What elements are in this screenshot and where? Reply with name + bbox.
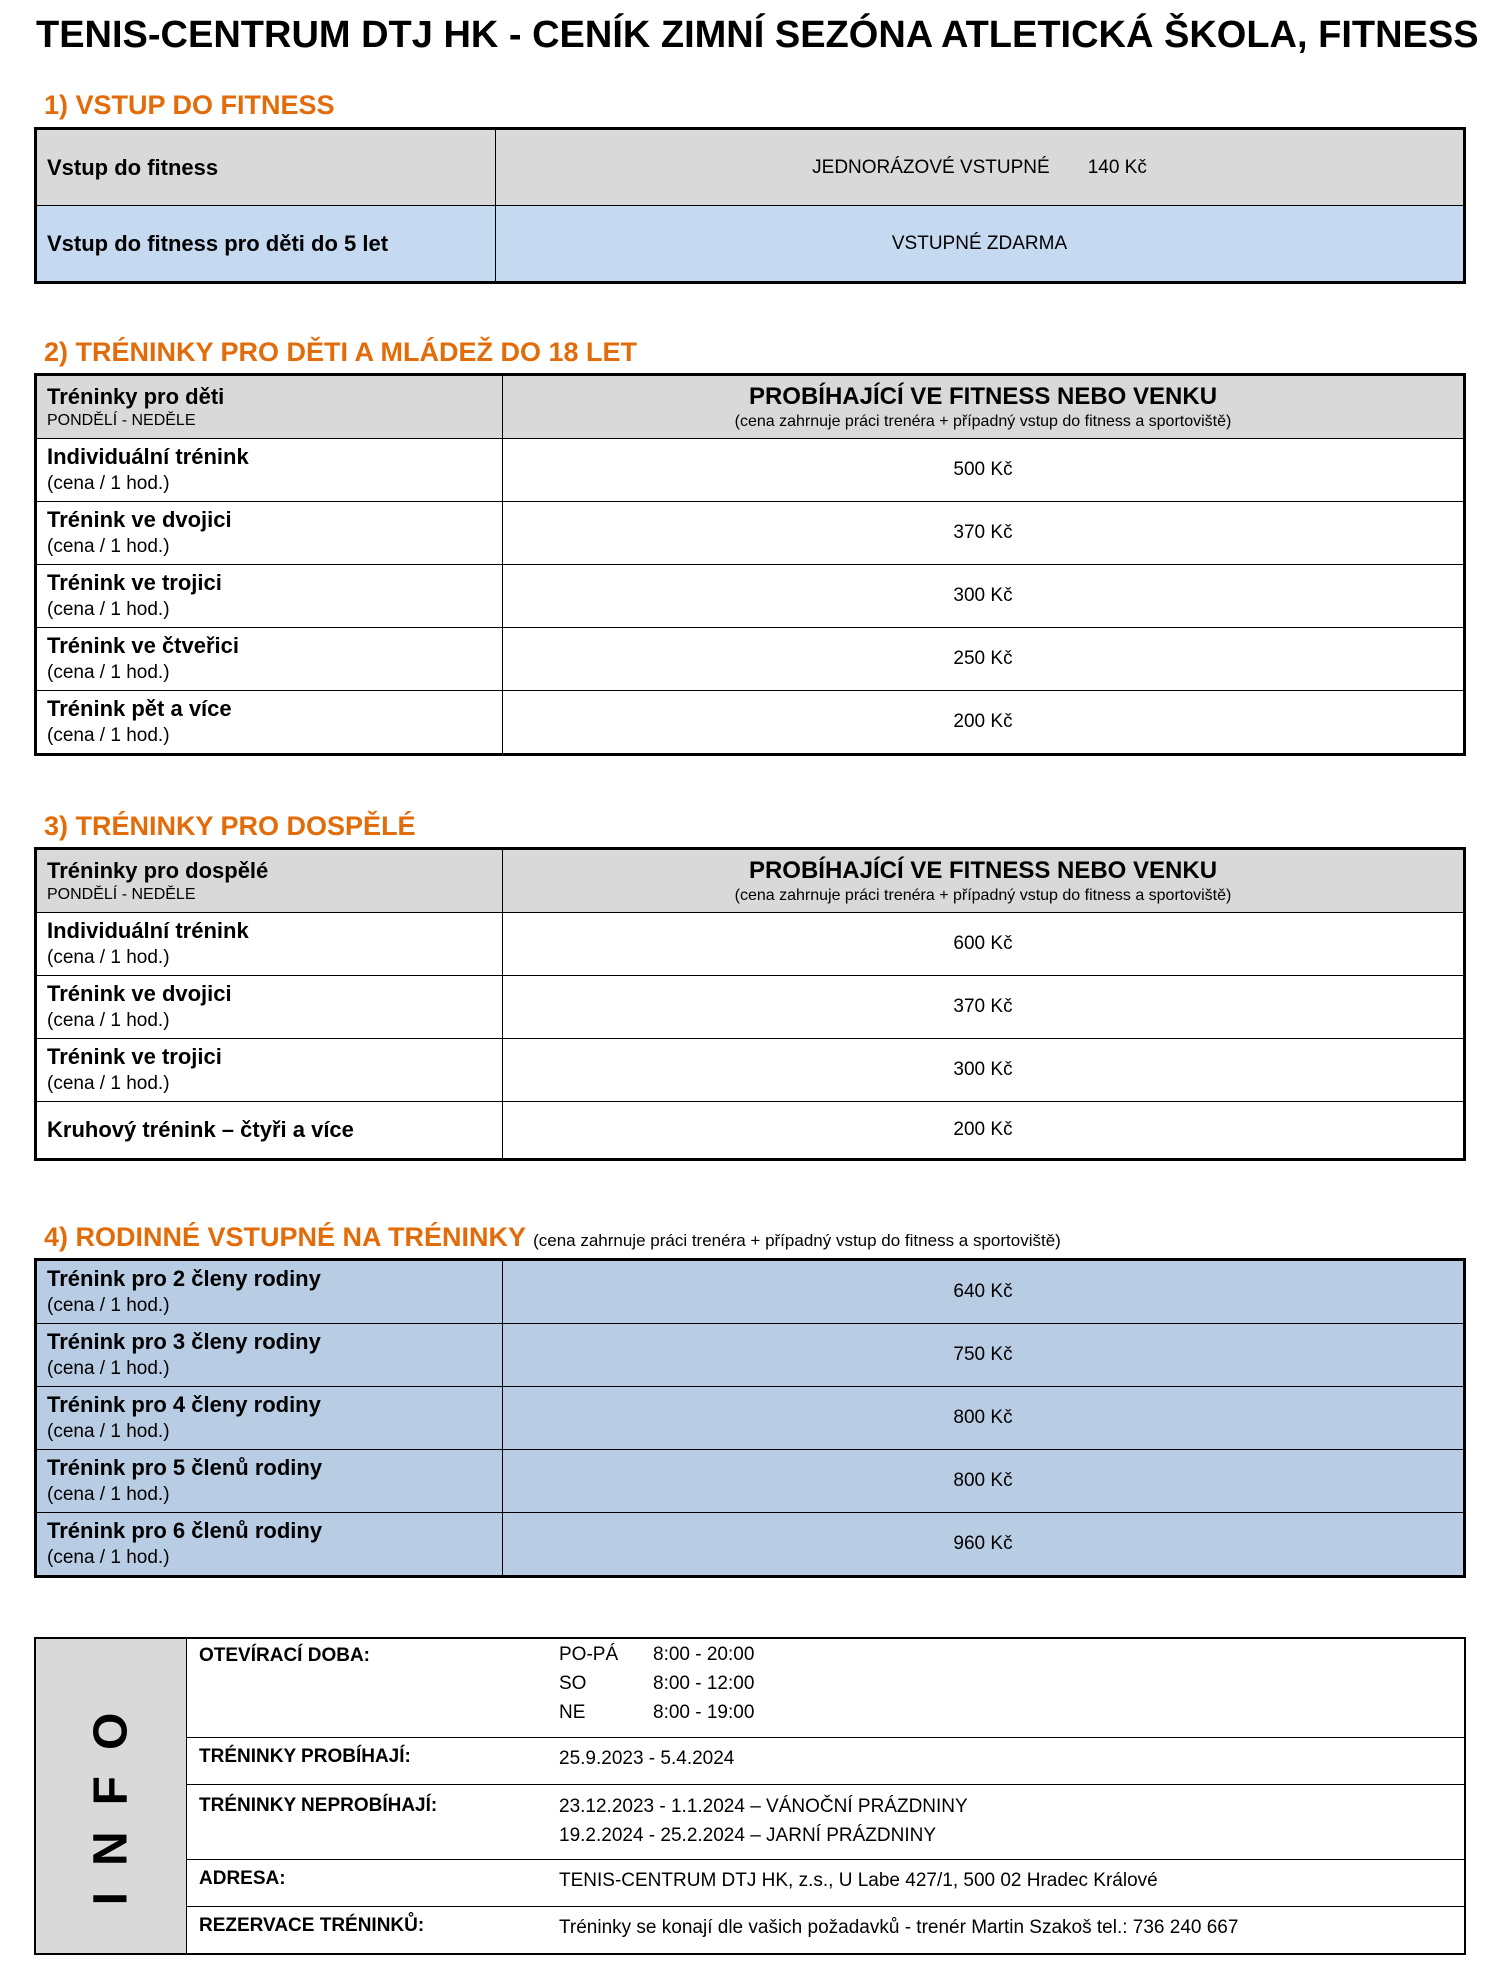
info-row-address [187, 1860, 1464, 1907]
row-value: JEDNORÁZOVÉ VSTUPNÉ [812, 156, 1050, 178]
header-title-cell [503, 375, 1465, 439]
section-4-note: (cena zahrnuje práci trenéra + případný vstup do fitness a sportoviště) [533, 1231, 1061, 1250]
info-side-label: INFO [84, 1686, 138, 1906]
row-sub: (cena / 1 hod.) [47, 725, 170, 746]
row-sub: (cena / 1 hod.) [47, 536, 170, 557]
table-header-row [36, 849, 1465, 913]
hours-day: NE [559, 1702, 586, 1723]
info-row-opening-hours [187, 1639, 1464, 1738]
row-sub: (cena / 1 hod.) [47, 1358, 170, 1379]
row-price: 600 Kč [503, 913, 1465, 976]
row-label-cell [36, 913, 503, 976]
row-price: 200 Kč [503, 691, 1465, 755]
table-row [36, 976, 1465, 1039]
table-row [36, 628, 1465, 691]
header-label: Tréninky pro děti [47, 384, 225, 409]
header-title: PROBÍHAJÍCÍ VE FITNESS NEBO VENKU [748, 383, 1218, 410]
row-sub: (cena / 1 hod.) [47, 662, 170, 683]
hours-day: SO [559, 1673, 587, 1694]
row-price: 250 Kč [503, 628, 1465, 691]
section-4-heading [44, 1222, 1061, 1253]
info-key: ADRESA: [199, 1868, 286, 1889]
header-note: (cena zahrnuje práci trenéra + případný vstup do fitness a sportoviště) [734, 887, 1232, 904]
row-label-cell [36, 1102, 503, 1160]
adult-training-table [34, 847, 1466, 1161]
hours-time: 8:00 - 20:00 [653, 1644, 755, 1665]
row-label-cell [36, 439, 503, 502]
fitness-entry-table [34, 127, 1466, 284]
table-row [36, 913, 1465, 976]
info-box [34, 1637, 1466, 1955]
info-rows [187, 1639, 1464, 1953]
table-row [36, 1387, 1465, 1450]
hours-row [559, 1698, 754, 1727]
row-sub: (cena / 1 hod.) [47, 1010, 170, 1031]
table-row [36, 1324, 1465, 1387]
row-label: Trénink ve dvojici [47, 507, 232, 532]
row-label: Kruhový trénink – čtyři a více [47, 1117, 354, 1142]
row-price: 370 Kč [503, 976, 1465, 1039]
row-label: Trénink ve dvojici [47, 981, 232, 1006]
table-row [36, 1260, 1465, 1324]
no-training-period: 23.12.2023 - 1.1.2024 – VÁNOČNÍ PRÁZDNINY [559, 1796, 968, 1817]
row-label-cell [36, 691, 503, 755]
table-row [36, 1450, 1465, 1513]
header-days: PONDĚLÍ - NEDĚLE [47, 886, 196, 903]
row-label: Trénink pro 4 členy rodiny [47, 1392, 321, 1417]
info-value: TENIS-CENTRUM DTJ HK, z.s., U Labe 427/1, 500 02 Hradec Králové [559, 1870, 1158, 1891]
section-3-heading: 3) TRÉNINKY PRO DOSPĚLÉ [44, 811, 416, 841]
info-value: Tréninky se konají dle vašich požadavků - trenér Martin Szakoš tel.: 736 240 667 [559, 1917, 1239, 1938]
row-sub: (cena / 1 hod.) [47, 1484, 170, 1505]
page-title: TENIS-CENTRUM DTJ HK - CENÍK ZIMNÍ SEZÓNA ATLETICKÁ ŠKOLA, FITNESS [36, 14, 1479, 56]
row-label-cell [36, 129, 496, 206]
row-label-cell [36, 502, 503, 565]
row-label-cell [36, 1039, 503, 1102]
info-row-reservation [187, 1907, 1464, 1955]
header-days: PONDĚLÍ - NEDĚLE [47, 412, 196, 429]
hours-time: 8:00 - 12:00 [653, 1673, 755, 1694]
table-row [36, 1102, 1465, 1160]
no-training-period: 19.2.2024 - 25.2.2024 – JARNÍ PRÁZDNINY [559, 1825, 937, 1846]
row-label-cell [36, 1260, 503, 1324]
opening-hours-list [559, 1640, 754, 1727]
table-row [36, 439, 1465, 502]
kids-training-table [34, 373, 1466, 756]
table-header-row [36, 375, 1465, 439]
info-key: TRÉNINKY NEPROBÍHAJÍ: [199, 1795, 438, 1816]
row-price: 140 Kč [1087, 156, 1147, 178]
info-row-trainings [187, 1738, 1464, 1785]
row-sub: (cena / 1 hod.) [47, 599, 170, 620]
row-label: Trénink ve čtveřici [47, 633, 239, 658]
row-sub: (cena / 1 hod.) [47, 947, 170, 968]
section-1-heading: 1) VSTUP DO FITNESS [44, 90, 335, 120]
row-label-cell [36, 1324, 503, 1387]
row-label: Trénink pět a více [47, 696, 232, 721]
section-4-title: 4) RODINNÉ VSTUPNÉ NA TRÉNINKY [44, 1222, 526, 1252]
row-value-cell [496, 129, 1465, 206]
row-label: Trénink pro 3 členy rodiny [47, 1329, 321, 1354]
row-label: Trénink ve trojici [47, 1044, 222, 1069]
row-label: Vstup do fitness pro děti do 5 let [47, 230, 389, 256]
row-price: 750 Kč [503, 1324, 1465, 1387]
info-row-no-trainings [187, 1785, 1464, 1860]
table-row [36, 691, 1465, 755]
row-label-cell [36, 628, 503, 691]
header-title-cell [503, 849, 1465, 913]
row-label: Vstup do fitness [47, 154, 219, 180]
row-label: Trénink pro 6 členů rodiny [47, 1518, 323, 1543]
header-title: PROBÍHAJÍCÍ VE FITNESS NEBO VENKU [748, 857, 1218, 884]
family-training-table [34, 1258, 1466, 1578]
section-2-heading: 2) TRÉNINKY PRO DĚTI A MLÁDEŽ DO 18 LET [44, 337, 638, 367]
row-price: 370 Kč [503, 502, 1465, 565]
hours-day: PO-PÁ [559, 1644, 619, 1665]
row-sub: (cena / 1 hod.) [47, 1547, 170, 1568]
row-label: Trénink ve trojici [47, 570, 222, 595]
table-row [36, 1039, 1465, 1102]
table-row [36, 502, 1465, 565]
row-price: 800 Kč [503, 1387, 1465, 1450]
row-sub: (cena / 1 hod.) [47, 473, 170, 494]
row-value: VSTUPNÉ ZDARMA [891, 232, 1068, 254]
row-sub: (cena / 1 hod.) [47, 1421, 170, 1442]
table-row [36, 1513, 1465, 1577]
info-key: REZERVACE TRÉNINKŮ: [199, 1915, 425, 1936]
row-label-cell [36, 1513, 503, 1577]
row-label: Trénink pro 5 členů rodiny [47, 1455, 323, 1480]
row-label: Trénink pro 2 členy rodiny [47, 1266, 321, 1291]
table-row [36, 129, 1465, 206]
row-label: Individuální trénink [47, 444, 249, 469]
row-value-cell [496, 206, 1465, 283]
row-price: 960 Kč [503, 1513, 1465, 1577]
row-price: 640 Kč [503, 1260, 1465, 1324]
info-key: OTEVÍRACÍ DOBA: [199, 1645, 370, 1666]
row-label-cell [36, 206, 496, 283]
hours-row [559, 1640, 754, 1669]
table-row [36, 206, 1465, 283]
info-side-panel [36, 1639, 187, 1953]
row-label-cell [36, 976, 503, 1039]
header-label-cell [36, 375, 503, 439]
row-label: Individuální trénink [47, 918, 249, 943]
row-label-cell [36, 1387, 503, 1450]
header-label-cell [36, 849, 503, 913]
row-label-cell [36, 565, 503, 628]
info-key: TRÉNINKY PROBÍHAJÍ: [199, 1746, 411, 1767]
hours-time: 8:00 - 19:00 [653, 1702, 755, 1723]
table-row [36, 565, 1465, 628]
row-price: 200 Kč [503, 1102, 1465, 1160]
row-price: 800 Kč [503, 1450, 1465, 1513]
row-price: 300 Kč [503, 565, 1465, 628]
hours-row [559, 1669, 754, 1698]
row-sub: (cena / 1 hod.) [47, 1073, 170, 1094]
row-price: 500 Kč [503, 439, 1465, 502]
row-sub: (cena / 1 hod.) [47, 1295, 170, 1316]
info-value [559, 1792, 968, 1850]
info-value: 25.9.2023 - 5.4.2024 [559, 1748, 735, 1769]
header-label: Tréninky pro dospělé [47, 858, 269, 883]
row-price: 300 Kč [503, 1039, 1465, 1102]
row-label-cell [36, 1450, 503, 1513]
header-note: (cena zahrnuje práci trenéra + případný vstup do fitness a sportoviště) [734, 413, 1232, 430]
